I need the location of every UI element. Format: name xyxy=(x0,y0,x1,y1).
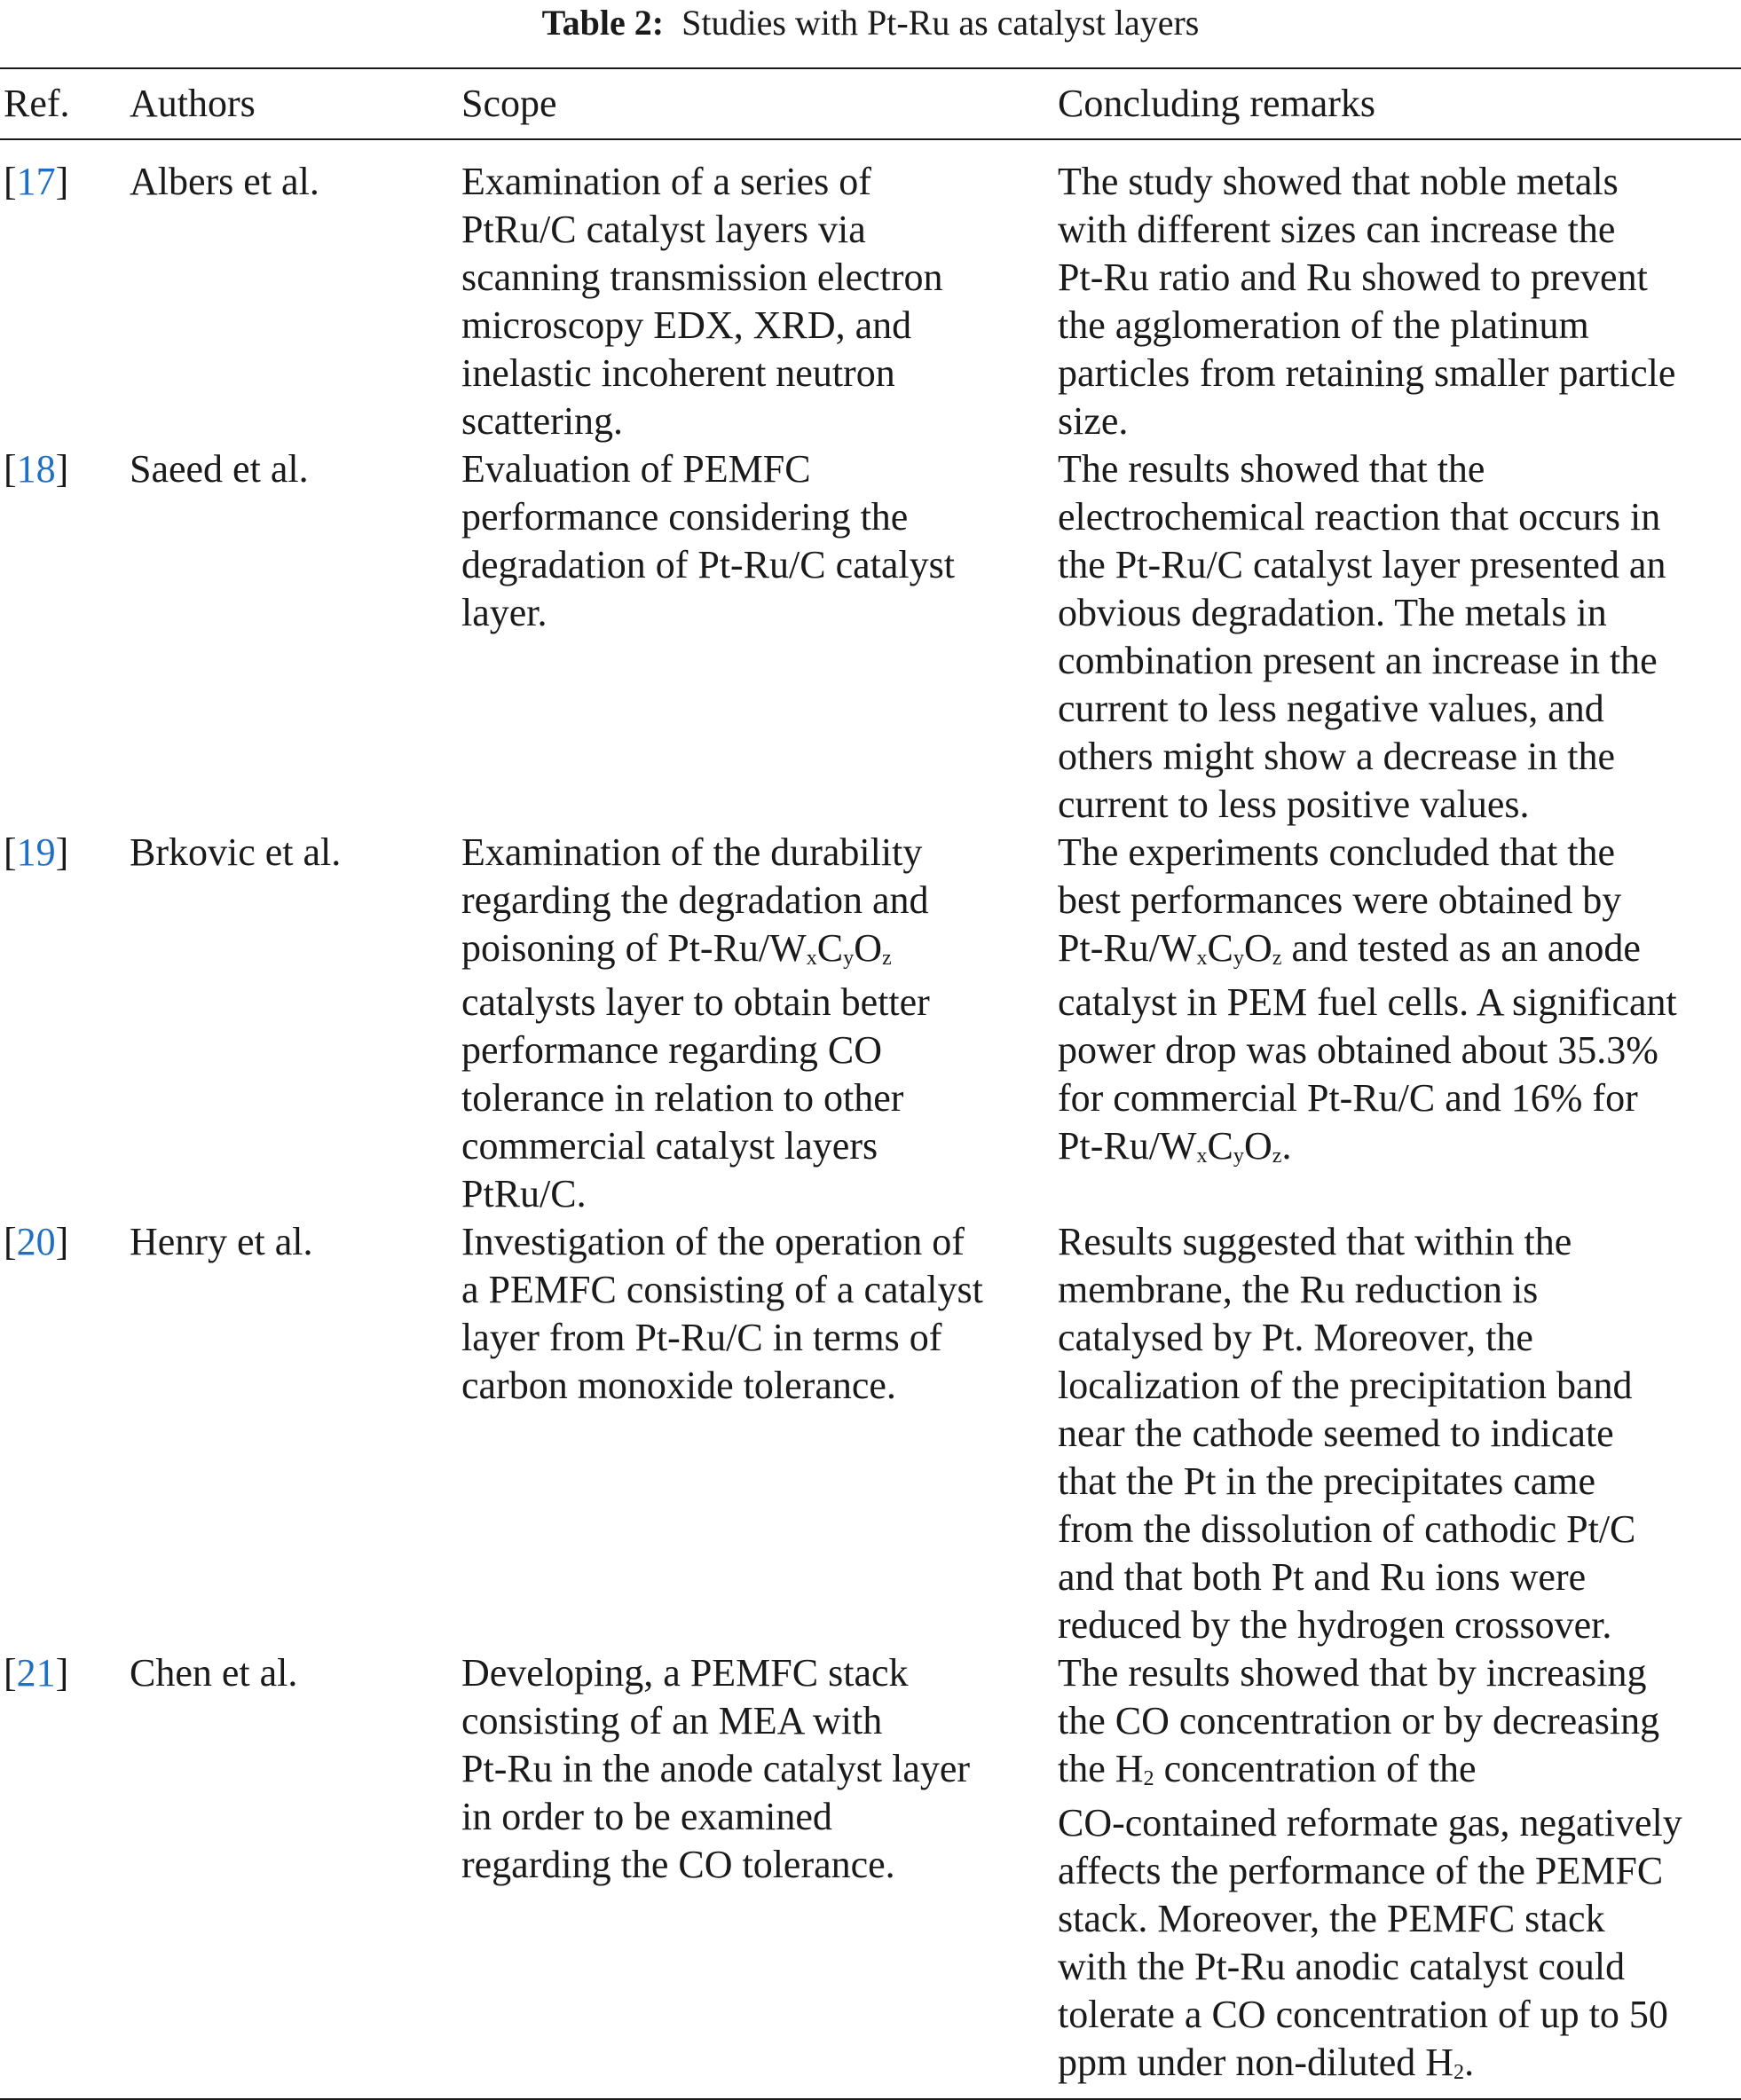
remarks-cell: The study showed that noble metals with different sizes can increase the Pt-Ru ratio and Ru showed to prevent the agglomeration of the platinum particles from retaining smaller particle size. xyxy=(1058,160,1676,443)
subscript: x xyxy=(1196,945,1208,970)
text-run: O xyxy=(854,926,883,970)
scope-cell: Examination of a series of PtRu/C catalyst layers via scanning transmission electron microscopy EDX, XRD, and inelastic incoherent neutron scattering. xyxy=(461,160,943,443)
subscript: y xyxy=(843,945,855,970)
table-row xyxy=(0,829,1741,1218)
text-run: The experiments concluded that the best performances were obtained by Pt-Ru/W xyxy=(1058,830,1622,970)
scope-cell xyxy=(461,829,1058,1218)
remarks-cell xyxy=(1058,1649,1741,2093)
subscript: x xyxy=(1196,1143,1208,1168)
text-run: Examination of the durability regarding the degradation and poisoning of Pt-Ru/W xyxy=(461,830,929,970)
header-remarks: Concluding remarks xyxy=(1058,82,1376,125)
header-ref: Ref. xyxy=(4,82,70,125)
table-caption-text: Studies with Pt-Ru as catalyst layers xyxy=(681,3,1200,43)
table-header-row xyxy=(0,69,1741,140)
table-caption xyxy=(0,2,1741,44)
subscript: z xyxy=(1272,945,1282,970)
authors-cell: Saeed et al. xyxy=(130,447,309,491)
text-run: catalysts layer to obtain better performance regarding CO tolerance in relation to other commercial catalyst layers PtRu/C. xyxy=(461,980,930,1215)
scope-cell: Evaluation of PEMFC performance considering the degradation of Pt-Ru/C catalyst layer. xyxy=(461,447,955,634)
ref-link[interactable]: 21 xyxy=(16,1651,56,1695)
text-run: . xyxy=(1281,1124,1292,1168)
scope-cell: Investigation of the operation of a PEMFC consisting of a catalyst layer from Pt-Ru/C in terms of carbon monoxide tolerance. xyxy=(461,1220,983,1407)
ref-link[interactable]: 17 xyxy=(16,160,56,203)
table-bottom-spacer xyxy=(0,2093,1741,2098)
authors-cell: Albers et al. xyxy=(130,160,319,203)
authors-cell: Brkovic et al. xyxy=(130,830,342,874)
subscript: z xyxy=(882,945,892,970)
table-row xyxy=(0,1218,1741,1649)
ref-link[interactable]: 18 xyxy=(16,447,56,491)
subscript: x xyxy=(806,945,817,970)
text-run: The results showed that by increasing the CO concentration or by decreasing the H xyxy=(1058,1651,1660,1790)
table-row xyxy=(0,445,1741,829)
text-run: . xyxy=(1464,2041,1475,2084)
ref-cell: [20] xyxy=(4,1220,69,1263)
text-run: C xyxy=(1207,926,1233,970)
table-caption-label: Table 2: xyxy=(541,3,665,43)
subscript: 2 xyxy=(1453,2059,1465,2084)
remarks-cell: The results showed that the electrochemical reaction that occurs in the Pt-Ru/C catalyst layer presented an obvious degradation. The metals in combination present an increase in the current to less negative values, and others might show a decrease in the current to less positive values. xyxy=(1058,447,1666,826)
subscript: z xyxy=(1272,1143,1282,1168)
ref-link[interactable]: 20 xyxy=(16,1220,56,1263)
text-run: concentration of the CO-contained reformate gas, negatively affects the performance of the PEMFC stack. Moreover, the PEMFC stack with the Pt-Ru anodic catalyst could tolerate a CO concentration of up to 50 ppm under non-diluted H xyxy=(1058,1747,1682,2084)
text-run: and tested as an anode catalyst in PEM fuel cells. A significant power drop was obtained about 35.3% for commercial Pt-Ru/C and 16% for Pt-Ru/W xyxy=(1058,926,1677,1168)
authors-cell: Henry et al. xyxy=(130,1220,313,1263)
table-row xyxy=(0,1649,1741,2093)
text-run: C xyxy=(816,926,844,970)
subscript: 2 xyxy=(1143,1766,1154,1790)
studies-table xyxy=(0,67,1741,2100)
table-row xyxy=(0,140,1741,445)
authors-cell: Chen et al. xyxy=(130,1651,298,1695)
ref-cell: [17] xyxy=(4,160,69,203)
text-run: C xyxy=(1207,1124,1233,1168)
remarks-cell: Results suggested that within the membrane, the Ru reduction is catalysed by Pt. Moreover, the localization of the precipitation band near the cathode seemed to indicate that the Pt in the precipitates came from the dissolution of cathodic Pt/C and that both Pt and Ru ions were reduced by the hydrogen crossover. xyxy=(1058,1220,1636,1647)
ref-cell: [21] xyxy=(4,1651,69,1695)
remarks-cell xyxy=(1058,829,1741,1218)
header-authors: Authors xyxy=(130,82,256,125)
ref-link[interactable]: 19 xyxy=(16,830,56,874)
subscript: y xyxy=(1233,945,1244,970)
text-run: O xyxy=(1244,1124,1272,1168)
ref-cell: [18] xyxy=(4,447,69,491)
header-scope: Scope xyxy=(461,82,557,125)
scope-cell: Developing, a PEMFC stack consisting of an MEA with Pt-Ru in the anode catalyst layer in order to be examined regarding the CO tolerance. xyxy=(461,1651,971,1886)
text-run: O xyxy=(1244,926,1272,970)
subscript: y xyxy=(1233,1143,1244,1168)
ref-cell: [19] xyxy=(4,830,69,874)
